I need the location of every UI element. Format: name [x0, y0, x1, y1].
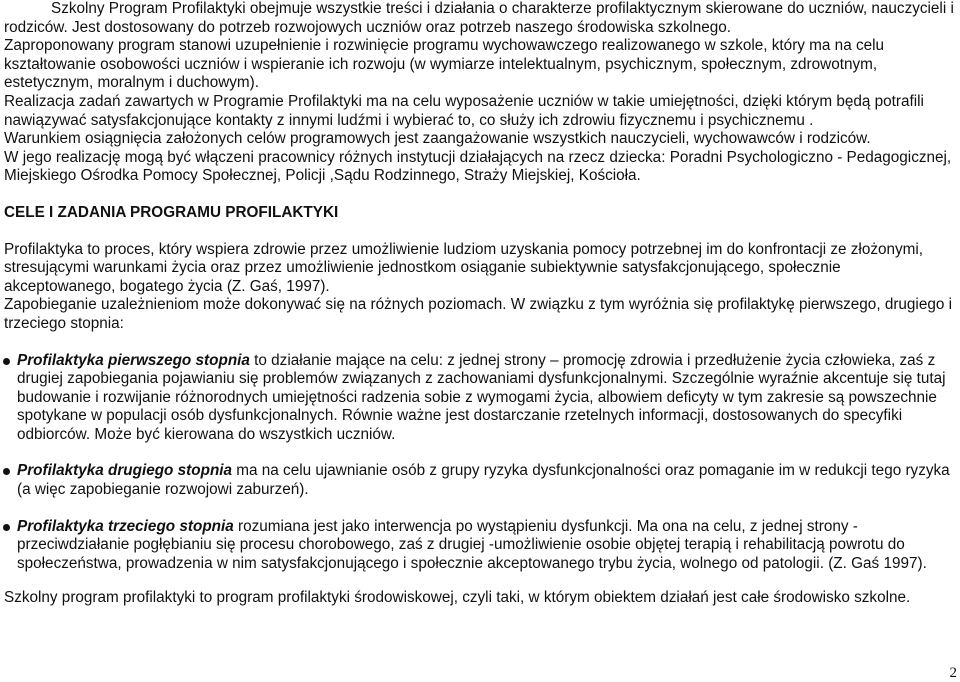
bullet-dot-icon: [3, 358, 10, 365]
document-page: [4, 0, 954, 608]
tasks-paragraph: Realizacja zadań zawartych w Programie Profilaktyki ma na celu wyposażenie uczniów w takie umiejętności, dzięki którym będą potrafili nawiązywać satysfakcjonujące kontakty z innymi ludźmi i wybierać to, co służy ich zdrowiu fizycznemu i psychicznemu .: [4, 92, 924, 129]
bullet-primary-prevention: [4, 352, 954, 445]
bullet-tertiary-prevention: [4, 518, 954, 574]
bullet-term: Profilaktyka pierwszego stopnia: [17, 351, 250, 369]
complement-paragraph: Zaproponowany program stanowi uzupełnienie i rozwinięcie programu wychowawczego realizowanego w szkole, który ma na celu kształtowanie osobowości uczniów i wspieranie ich rozwoju (w wymiarze intelektualnym, psychicznym, społecznym, zdrowotnym, estetycznym, moralnym i duchowym).: [4, 37, 885, 92]
institutions-paragraph: W jego realizację mogą być włączeni pracownicy różnych instytucji działających na rzecz dziecka: Poradni Psychologiczno - Pedagogicznej, Miejskiego Ośrodka Pomocy Społecznej, Policji ,Sądu Rodzinnego, Straży Miejskiej, Kościoła.: [4, 148, 952, 185]
bullet-secondary-prevention: [4, 462, 954, 499]
intro-paragraph: Szkolny Program Profilaktyki obejmuje wszystkie treści i działania o charakterze profilaktycznym skierowane do uczniów, nauczycieli i rodziców. Jest dostosowany do potrzeb rozwojowych uczniów oraz potrzeb naszego środowiska szkolnego.: [4, 0, 954, 36]
bullet-text: to działanie mające na celu: z jednej strony – promocję zdrowia i przedłużenie życia człowieka, zaś z drugiej zapobiegania pojawianiu się problemów związanych z zachowaniami dysfunkcjonalnymi. Szczególnie wyraźnie akcentuje się tutaj budowanie i rozwijanie różnorodnych umiejętności radzenia sobie z wymogami życia, albowiem deficyty w tym zakresie są powszechnie spotykane w populacji osób dysfunkcjonalnych. Równie ważne jest dostarczanie rzetelnych informacji, dostosowanych do specyfiki odbiorców. Może być kierowana do wszystkich uczniów.: [17, 351, 946, 443]
condition-paragraph: Warunkiem osiągnięcia założonych celów programowych jest zaangażowanie wszystkich nauczycieli, wychowawców i rodziców.: [4, 130, 871, 148]
bullet-dot-icon: [3, 524, 10, 531]
bullet-dot-icon: [3, 468, 10, 475]
section-heading: CELE I ZADANIA PROGRAMU PROFILAKTYKI: [4, 203, 339, 221]
levels-paragraph: Zapobieganie uzależnieniom może dokonywać się na różnych poziomach. W związku z tym wyróżnia się profilaktykę pierwszego, drugiego i trzeciego stopnia:: [4, 296, 953, 332]
bullet-term: Profilaktyka drugiego stopnia: [17, 462, 233, 480]
page-number: 2: [949, 665, 957, 681]
bullet-text: ma na celu ujawnianie osób z grupy ryzyka dysfunkcjonalności oraz pomaganie im w redukcji tego ryzyka (a więc zapobieganie rozwojowi zaburzeń).: [17, 462, 950, 499]
definition-paragraph: Profilaktyka to proces, który wspiera zdrowie przez umożliwienie ludziom uzyskania pomocy potrzebnej im do konfrontacji ze złożonymi, stresującymi warunkami życia oraz przez umożliwienie jednostkom osiąganie subiektywnie satysfakcjonującego, społecznie akceptowanego, bogatego życia (Z. Gaś, 1997).: [4, 240, 924, 295]
bullet-text: rozumiana jest jako interwencja po wystąpieniu dysfunkcji. Ma ona na celu, z jednej strony - przeciwdziałanie pogłębianiu się procesu chorobowego, zaś z drugiej -umożliwienie osobie objętej terapią i rehabilitacją powrotu do społeczeństwa, prowadzenia w nim satysfakcjonującego i społecznie akceptowanego trybu życia, wolnego od patologii. (Z. Gaś 1997).: [17, 517, 927, 572]
bullet-term: Profilaktyka trzeciego stopnia: [17, 517, 234, 535]
final-paragraph: Szkolny program profilaktyki to program profilaktyki środowiskowej, czyli taki, w którym obiektem działań jest całe środowisko szkolne.: [4, 589, 911, 607]
